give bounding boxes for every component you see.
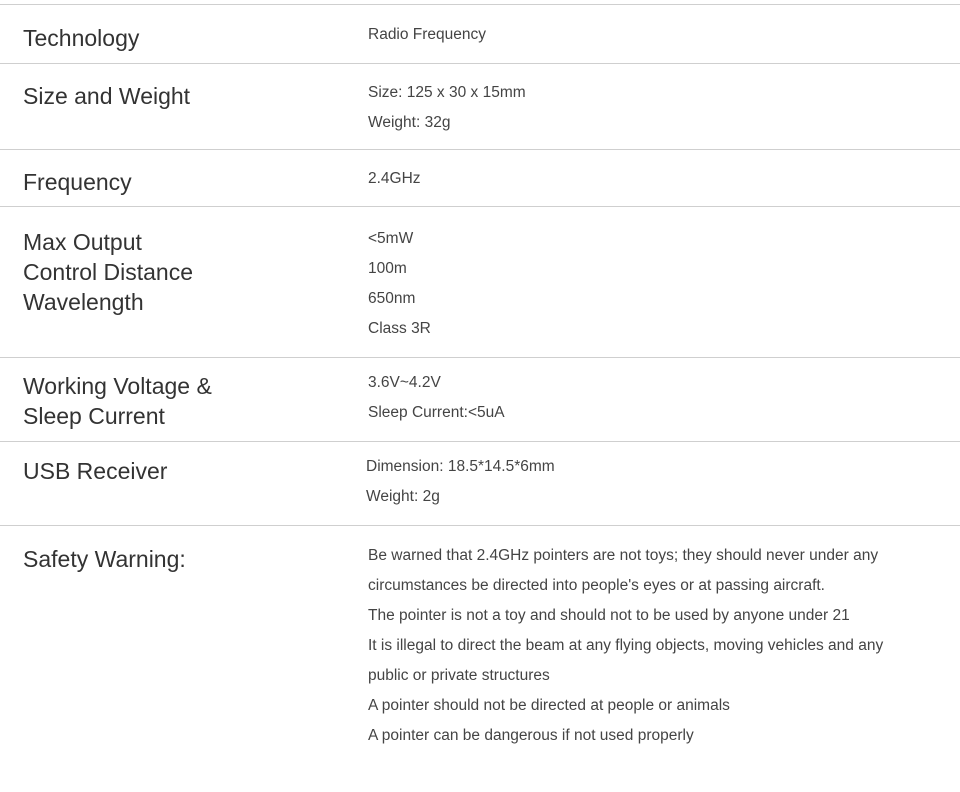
- row-divider: [0, 525, 960, 526]
- row-divider: [0, 63, 960, 64]
- spec-value-line: 650nm: [368, 290, 416, 307]
- spec-value-line: Weight: 32g: [368, 114, 451, 131]
- spec-label-line: Max Output: [23, 229, 142, 255]
- spec-label-line: Technology: [23, 25, 140, 51]
- spec-label-line: Control Distance: [23, 259, 194, 285]
- spec-label-usb-receiver: [23, 456, 167, 486]
- spec-value-line: <5mW: [368, 230, 414, 247]
- spec-label-line: Frequency: [23, 169, 132, 195]
- spec-value-line: 100m: [368, 260, 407, 277]
- spec-value-line: The pointer is not a toy and should not to be used by anyone under 21: [368, 607, 850, 624]
- row-divider: [0, 357, 960, 358]
- spec-label-voltage-current: [23, 371, 212, 431]
- spec-value-line: A pointer should not be directed at people or animals: [368, 697, 730, 714]
- spec-value-frequency: [368, 164, 928, 194]
- spec-label-line: Size and Weight: [23, 83, 191, 109]
- spec-label-output-distance-wavelength: [23, 227, 193, 317]
- spec-value-technology: [368, 20, 928, 50]
- spec-value-line: Radio Frequency: [368, 26, 487, 43]
- row-divider: [0, 149, 960, 150]
- spec-value-output-distance-wavelength: [368, 224, 928, 344]
- spec-value-line: Weight: 2g: [366, 488, 440, 505]
- spec-value-line: Be warned that 2.4GHz pointers are not toys; they should never under any: [368, 547, 879, 564]
- spec-value-voltage-current: [368, 368, 928, 428]
- spec-label-safety-warning: [23, 544, 186, 574]
- spec-label-line: USB Receiver: [23, 458, 168, 484]
- spec-value-line: circumstances be directed into people's eyes or at passing aircraft.: [368, 577, 825, 594]
- row-divider: [0, 206, 960, 207]
- spec-value-line: Sleep Current:<5uA: [368, 404, 505, 421]
- spec-value-line: Class 3R: [368, 320, 431, 337]
- spec-value-line: 2.4GHz: [368, 170, 421, 187]
- spec-label-line: Safety Warning:: [23, 546, 186, 572]
- spec-value-line: Dimension: 18.5*14.5*6mm: [366, 458, 555, 475]
- row-divider: [0, 441, 960, 442]
- spec-value-line: A pointer can be dangerous if not used properly: [368, 727, 694, 744]
- spec-value-line: Size: 125 x 30 x 15mm: [368, 84, 526, 101]
- spec-label-frequency: [23, 167, 132, 197]
- spec-label-size-weight: [23, 81, 190, 111]
- spec-label-line: Sleep Current: [23, 403, 165, 429]
- spec-value-line: public or private structures: [368, 667, 550, 684]
- spec-value-line: 3.6V~4.2V: [368, 374, 441, 391]
- spec-label-line: Working Voltage &: [23, 373, 212, 399]
- spec-value-line: It is illegal to direct the beam at any flying objects, moving vehicles and any: [368, 637, 884, 654]
- row-divider: [0, 4, 960, 5]
- spec-value-usb-receiver: [366, 452, 926, 512]
- spec-label-line: Wavelength: [23, 289, 144, 315]
- spec-value-size-weight: [368, 78, 928, 138]
- spec-label-technology: [23, 23, 139, 53]
- spec-value-safety-warning: [368, 541, 928, 751]
